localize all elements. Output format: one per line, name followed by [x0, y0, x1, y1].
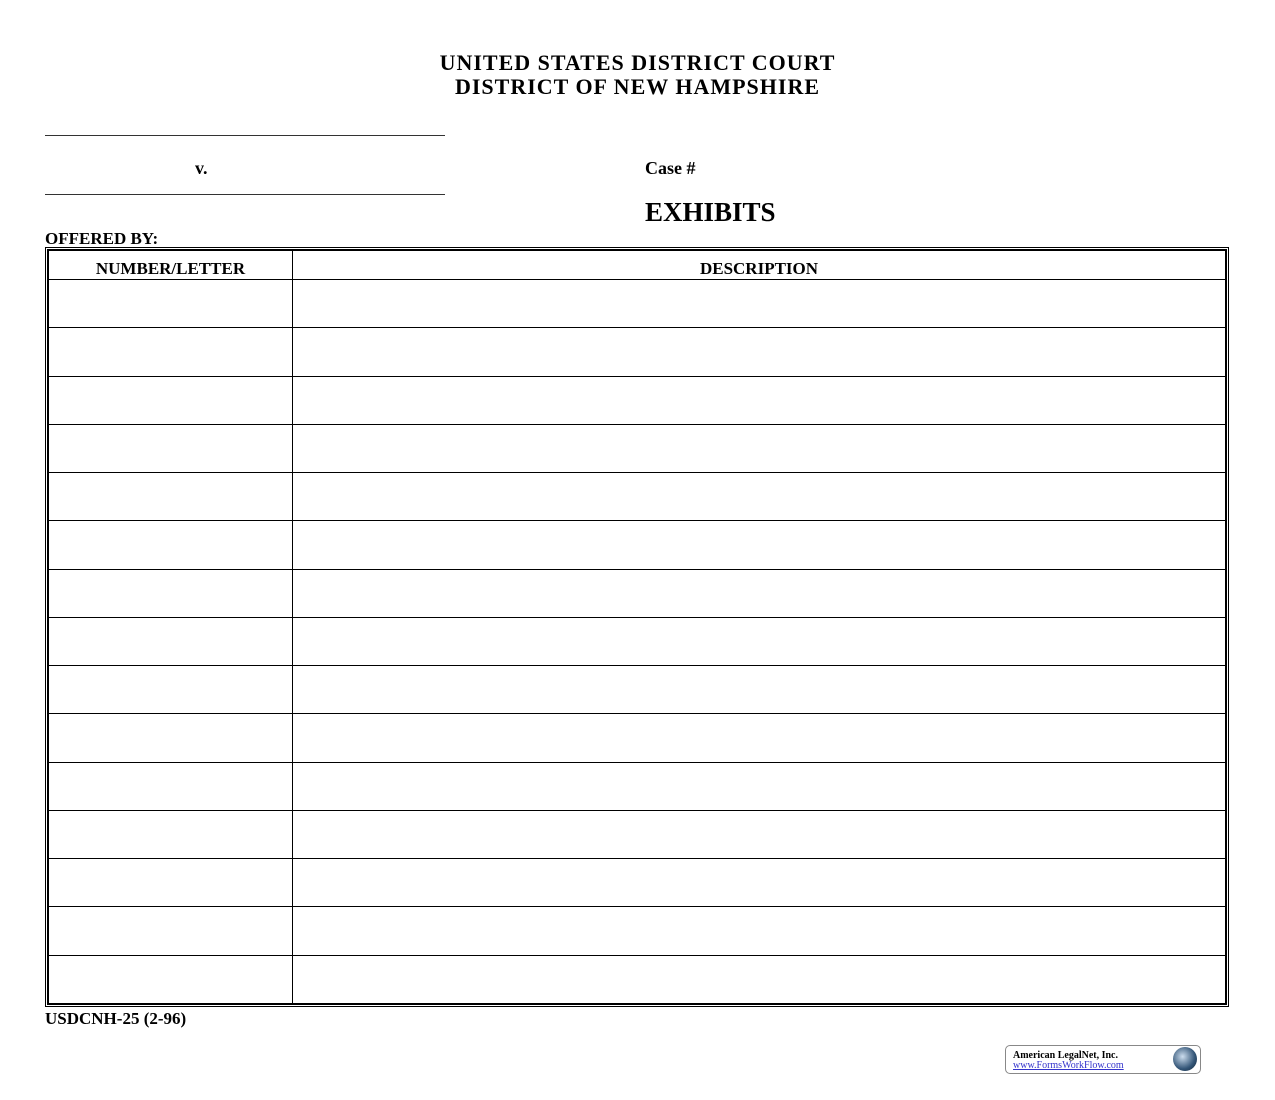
table-row — [49, 569, 1226, 617]
table-row — [49, 955, 1226, 1003]
table-row — [49, 714, 1226, 762]
number-cell[interactable] — [49, 907, 293, 955]
table-row — [49, 424, 1226, 472]
description-cell[interactable] — [293, 762, 1226, 810]
number-cell[interactable] — [49, 424, 293, 472]
number-cell[interactable] — [49, 859, 293, 907]
number-cell[interactable] — [49, 955, 293, 1003]
form-title: EXHIBITS — [645, 197, 776, 227]
description-cell[interactable] — [293, 424, 1226, 472]
number-cell[interactable] — [49, 666, 293, 714]
description-cell[interactable] — [293, 376, 1226, 424]
description-cell[interactable] — [293, 617, 1226, 665]
number-cell[interactable] — [49, 617, 293, 665]
court-name: UNITED STATES DISTRICT COURT — [439, 50, 836, 75]
table-row — [49, 280, 1226, 328]
number-cell[interactable] — [49, 762, 293, 810]
description-cell[interactable] — [293, 955, 1226, 1003]
plaintiff-line[interactable] — [45, 135, 445, 136]
number-cell[interactable] — [49, 376, 293, 424]
number-cell[interactable] — [49, 280, 293, 328]
globe-icon — [1173, 1047, 1197, 1071]
table-row — [49, 328, 1226, 376]
description-cell[interactable] — [293, 907, 1226, 955]
description-cell[interactable] — [293, 714, 1226, 762]
table-row — [49, 666, 1226, 714]
table-row — [49, 810, 1226, 858]
district-name: DISTRICT OF NEW HAMPSHIRE — [454, 74, 821, 99]
number-cell[interactable] — [49, 473, 293, 521]
table-row — [49, 762, 1226, 810]
logo-url[interactable]: www.FormsWorkFlow.com — [1013, 1060, 1124, 1071]
versus-label: v. — [195, 158, 208, 178]
number-cell[interactable] — [49, 810, 293, 858]
description-cell[interactable] — [293, 810, 1226, 858]
description-cell[interactable] — [293, 569, 1226, 617]
offered-by-label: OFFERED BY: — [45, 229, 159, 248]
number-cell[interactable] — [49, 714, 293, 762]
number-cell[interactable] — [49, 328, 293, 376]
table-row — [49, 521, 1226, 569]
table-row — [49, 859, 1226, 907]
case-number-label: Case # — [645, 158, 696, 178]
description-cell[interactable] — [293, 328, 1226, 376]
column-header-number: NUMBER/LETTER — [49, 251, 293, 280]
exhibits-table — [45, 247, 1229, 1007]
description-cell[interactable] — [293, 859, 1226, 907]
logo-company: American LegalNet, Inc. — [1013, 1050, 1118, 1061]
table-row — [49, 907, 1226, 955]
form-id: USDCNH-25 (2-96) — [45, 1009, 187, 1028]
description-cell[interactable] — [293, 280, 1226, 328]
table-row — [49, 376, 1226, 424]
logo — [1005, 1045, 1201, 1074]
defendant-line[interactable] — [45, 194, 445, 195]
description-cell[interactable] — [293, 666, 1226, 714]
table-row — [49, 473, 1226, 521]
number-cell[interactable] — [49, 569, 293, 617]
description-cell[interactable] — [293, 473, 1226, 521]
table-row — [49, 617, 1226, 665]
column-header-description: DESCRIPTION — [293, 251, 1226, 280]
description-cell[interactable] — [293, 521, 1226, 569]
number-cell[interactable] — [49, 521, 293, 569]
